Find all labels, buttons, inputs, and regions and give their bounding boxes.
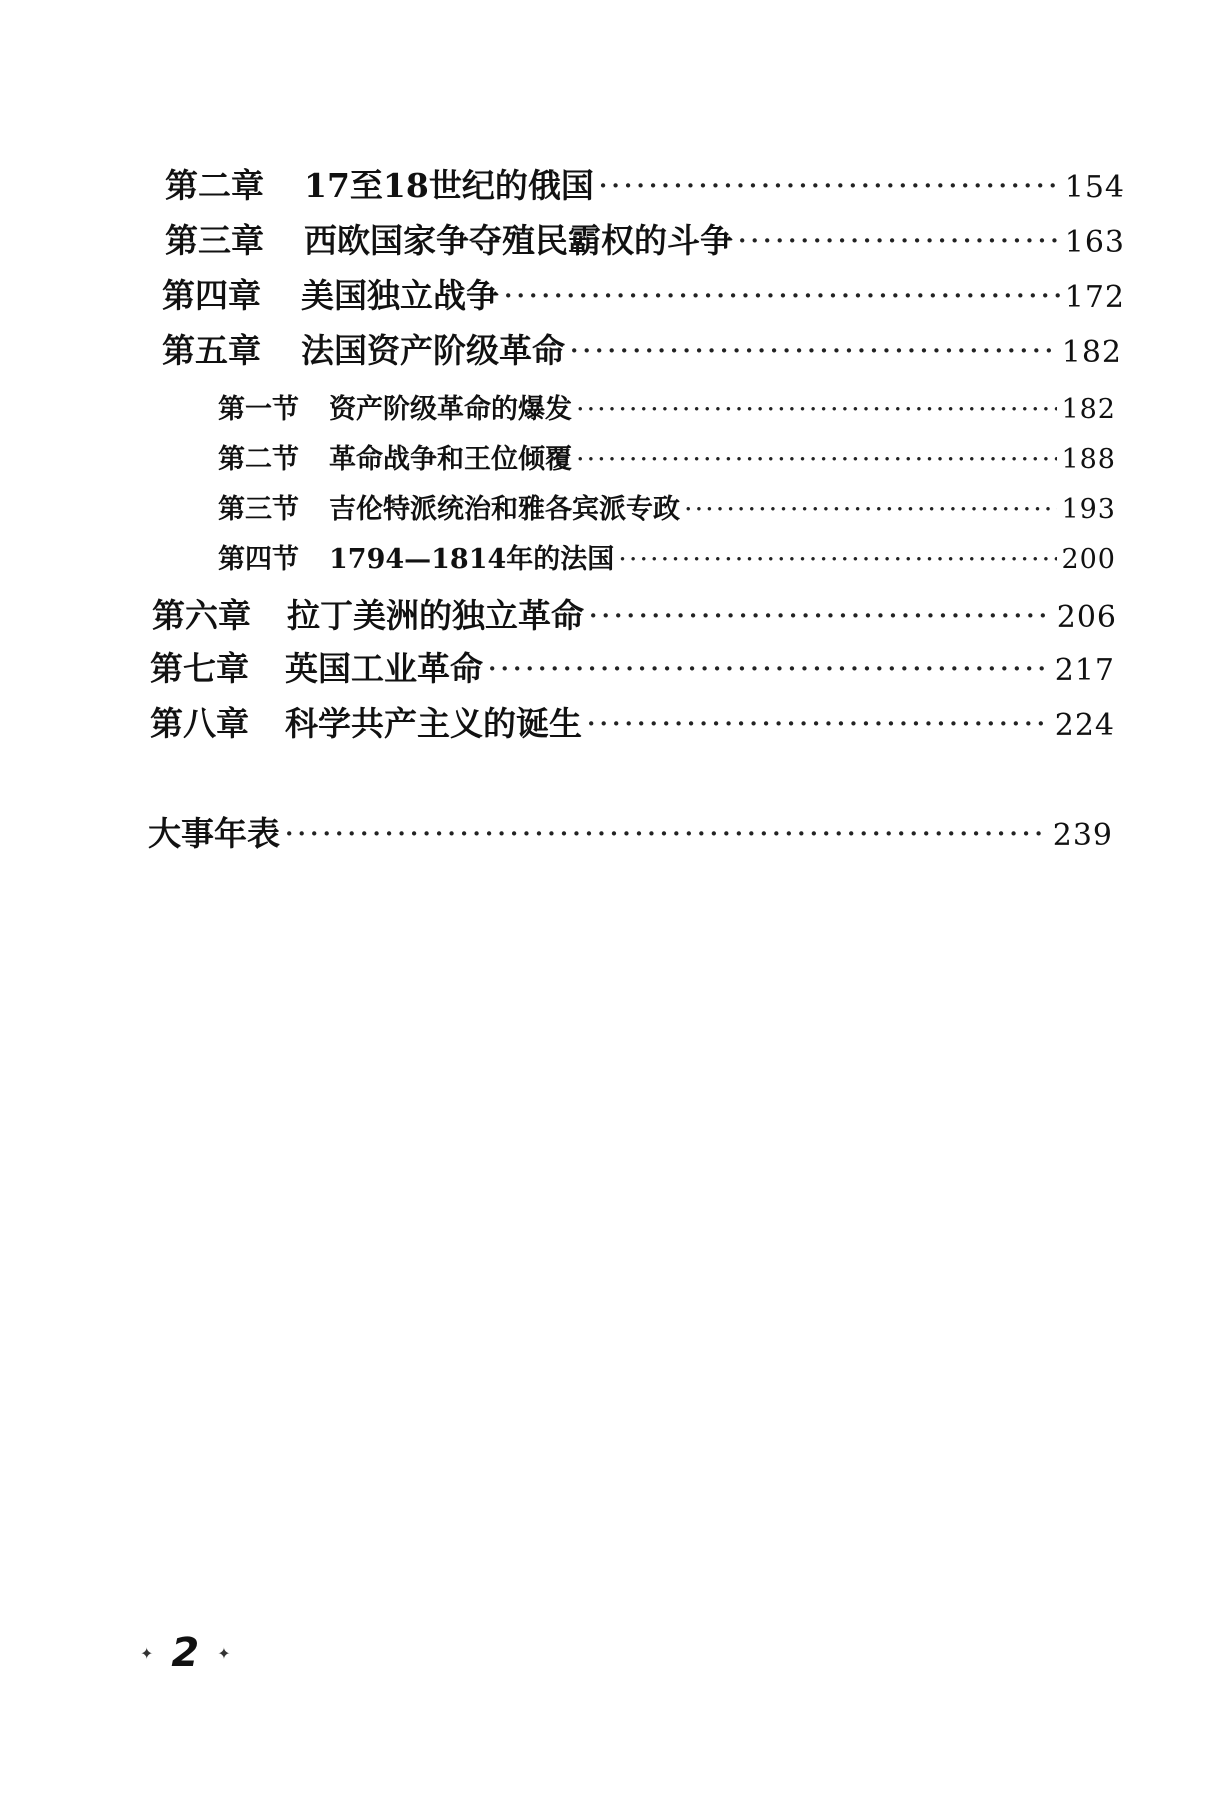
toc-entry xyxy=(150,698,1115,745)
entry-label: 第六章 xyxy=(152,596,251,635)
entry-page: 182 xyxy=(1061,394,1116,425)
entry-title: 17至18世纪的俄国 xyxy=(304,166,594,205)
toc-entry xyxy=(162,325,1122,372)
entry-label: 第二章 xyxy=(165,166,264,205)
entry-label: 第四章 xyxy=(162,276,261,315)
entry-label: 第三章 xyxy=(165,221,264,260)
entry-title: 1794—1814年的法国 xyxy=(329,544,615,575)
dot-leader xyxy=(569,331,1058,370)
toc-entry xyxy=(165,215,1125,262)
appendix-page: 239 xyxy=(1052,818,1113,853)
entry-label: 第三节 xyxy=(218,494,299,525)
entry-page: 172 xyxy=(1064,280,1125,315)
entry-page: 163 xyxy=(1064,225,1125,260)
dot-leader xyxy=(503,276,1061,315)
entry-label: 第四节 xyxy=(218,544,299,575)
entry-page: 206 xyxy=(1056,600,1117,635)
toc-appendix xyxy=(148,808,1113,855)
entry-title: 英国工业革命 xyxy=(285,649,483,688)
entry-title: 西欧国家争夺殖民霸权的斗争 xyxy=(304,221,733,260)
dot-leader xyxy=(588,596,1053,635)
ornament-right-icon: ✦ xyxy=(217,1643,231,1663)
entry-title: 资产阶级革命的爆发 xyxy=(329,394,572,425)
toc-subentry xyxy=(218,487,1116,526)
ornament-left-icon: ✦ xyxy=(140,1643,154,1663)
entry-title: 吉伦特派统治和雅各宾派专政 xyxy=(329,494,680,525)
page-footer xyxy=(140,1630,231,1676)
entry-page: 154 xyxy=(1064,170,1125,205)
dot-leader xyxy=(576,444,1057,475)
entry-title: 革命战争和王位倾覆 xyxy=(329,444,572,475)
entry-page: 224 xyxy=(1054,708,1115,743)
dot-leader xyxy=(586,704,1051,743)
entry-title: 法国资产阶级革命 xyxy=(301,331,565,370)
entry-page: 193 xyxy=(1061,494,1116,525)
dot-leader xyxy=(487,649,1051,688)
entry-label: 第七章 xyxy=(150,649,249,688)
entry-title: 拉丁美洲的独立革命 xyxy=(287,596,584,635)
dot-leader xyxy=(598,166,1061,205)
entry-title: 美国独立战争 xyxy=(301,276,499,315)
toc-entry xyxy=(165,160,1125,207)
page-number: 2 xyxy=(171,1630,200,1676)
entry-label: 第二节 xyxy=(218,444,299,475)
dot-leader xyxy=(684,494,1057,525)
dot-leader xyxy=(737,221,1061,260)
entry-title: 科学共产主义的诞生 xyxy=(285,704,582,743)
toc-subentry xyxy=(218,387,1116,426)
entry-label: 第五章 xyxy=(162,331,261,370)
dot-leader xyxy=(618,544,1057,575)
entry-page: 217 xyxy=(1054,653,1115,688)
toc-entry xyxy=(152,590,1117,637)
dot-leader xyxy=(576,394,1057,425)
entry-page: 182 xyxy=(1061,335,1122,370)
toc-subentry xyxy=(218,437,1116,476)
entry-label: 第八章 xyxy=(150,704,249,743)
appendix-title: 大事年表 xyxy=(148,814,280,853)
toc-entry xyxy=(162,270,1125,317)
toc-subentry xyxy=(218,537,1116,576)
entry-page: 188 xyxy=(1061,444,1116,475)
entry-label: 第一节 xyxy=(218,394,299,425)
entry-page: 200 xyxy=(1061,544,1116,575)
toc-entry xyxy=(150,643,1115,690)
dot-leader xyxy=(284,814,1049,853)
